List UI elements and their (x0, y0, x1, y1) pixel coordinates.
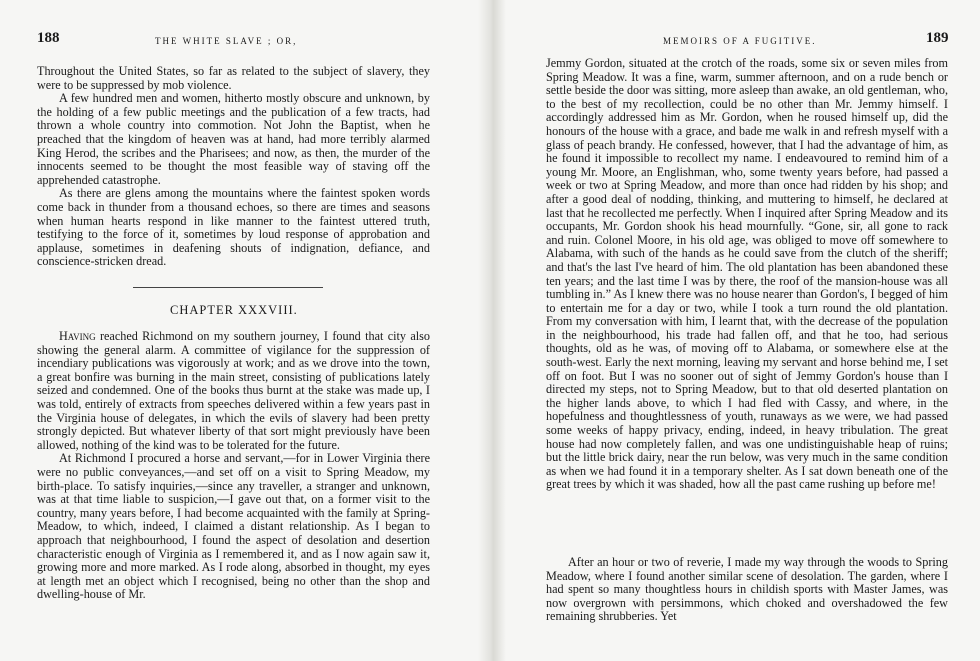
paragraph: At Richmond I procured a horse and servant,—for in Lower Virginia there were no public conveyances,—and set off on a visit to Spring Meadow, my birth-place. To satisfy inquiries,—since any traveller, a stranger and unknown, was at that time liable to suspicion,—I gave out that, on a former visit to the country, many years before, I had become acquainted with the family at Spring-Meadow, to which, indeed, I claimed a distant relationship. As I began to approach that neighbourhood, I found the aspect of desolation and desertion characteristic enough of Virginia as I remembered it, and as I now again saw it, growing more and more marked. As I rode along, absorbed in thought, my eyes at length met an object which I recognised, being no other than the shop and dwelling-house of Mr. (37, 451, 430, 602)
page-number-left: 188 (37, 30, 60, 46)
book-gutter (478, 0, 506, 661)
text-block-upper-right (546, 57, 948, 492)
text-block-lower-right (546, 556, 948, 624)
paragraph: Jemmy Gordon, situated at the crotch of the roads, some six or seven miles from Spring Meadow. It was a fine, warm, summer afternoon, and on a rude bench or settle beside the door was sitting, more asleep than awake, an old gentleman, who, to the best of my recollection, could be no other than Mr. Jemmy himself. I accordingly addressed him as Mr. Gordon, when he roused himself up, did the honours of the house with a grace, and bade me walk in and refresh myself with a glass of peach brandy. He confessed, however, that I had the advantage of him, as he found it impossible to recollect my name. I endeavoured to remind him of a young Mr. Moore, an Englishman, who, some twenty years before, had passed a week or two at Spring Meadow, and more than once had ridden by his shop; and after a good deal of nodding, thinking, and muttering to himself, he declared at last that he recollected me perfectly. When I inquired after Spring Meadow and its occupants, Mr. Gordon shook his head mournfully. “Gone, sir, all gone to rack and ruin. Colonel Moore, in his old age, was obliged to move off somewhere to Alabama, with such of the hands as he could save from the clutch of the sheriff; and that's the last I've heard of him. The old plantation has been abandoned these ten years; and the last time I was by there, the roof of the mansion-house was all tumbling in.” As I knew there was no house nearer than Gordon's, I begged of him to entertain me for a day or two, while I took a turn round the old plantation. From my conversation with him, I learnt that, with the decrease of the population in the neighbourhood, his trade had fallen off, and that he too, had serious thoughts, old as he was, of moving off to Alabama, or somewhere else at the south-west. Early the next morning, leaving my servant and horse behind me, I set off on foot. But I was no sooner out of sight of Jemmy Gordon's house than I directed my steps, not to Spring Meadow, but to that old deserted plantation on the higher lands above, to which I had fled with Cassy, and where, in the hopefulness and thoughtlessness of youth, runaways as we were, we had passed some weeks of happy privacy, ending, indeed, in heavy tribulation. The great house had now completely fallen, and was one undistinguishable heap of ruins; but the little brick dairy, near the run below, was very much in the same condition as when we had found it in a temporary shelter. As I sat down beneath one of the great trees by which it was shaded, how all the past came rushing up before me! (546, 56, 948, 492)
paragraph: After an hour or two of reverie, I made my way through the woods to Spring Meadow, where I found another similar scene of desolation. The garden, where I had spent so many thoughtless hours in childish sports with Master James, was now overgrown with persimmons, which choked and overshadowed the few remaining shrubberies. Yet (546, 555, 948, 624)
paragraph: A few hundred men and women, hitherto mostly obscure and unknown, by the holding of a few public meetings and the publication of a few tracts, had thrown a whole country into commotion. Not John the Baptist, when he preached that the kingdom of heaven was at hand, had more terribly alarmed King Herod, the scribes and the Pharisees; and now, as then, the murder of the innocents seemed to be thought the most feasible way of staving off the apprehended catastrophe. (37, 91, 430, 187)
paragraph-text: reached Richmond on my southern journey, I found that city also showing the general alarm. A committee of vigilance for the suppression of incendiary publications was vigorously at work; and as we drove into the town, a great bonfire was burning in the main street, consisting of publications lately seized and condemned. One of the books thus burnt at the stake was made up, I was told, entirely of extracts from speeches delivered within a few years past in the Virginia house of delegates, in which the evils of slavery had been pretty strongly depicted. But whatever liberty of that sort might previously have been allowed, nothing of the kind was to be tolerated for the future. (37, 329, 430, 452)
chapter-heading: CHAPTER XXXVIII. (170, 303, 298, 317)
running-head-right: MEMOIRS OF A FUGITIVE. (663, 36, 817, 46)
paragraph: As there are glens among the mountains where the faintest spoken words come back in thunder from a thousand echoes, so there are times and seasons when human hearts respond in like manner to the faintest uttered truth, testifying to the force of it, sometimes by loud response of approbation and applause, sometimes in deafening shouts of indignation, defiance, and conscience-stricken dread. (37, 186, 430, 269)
page-number-right: 189 (926, 30, 949, 46)
chapter-opening-word: Having (58, 329, 96, 343)
running-head-left: THE WHITE SLAVE ; OR, (155, 36, 298, 46)
right-page (506, 0, 980, 661)
text-block-lower-left (37, 330, 430, 602)
paragraph (37, 330, 430, 452)
text-block-upper-left (37, 65, 430, 269)
left-page (0, 0, 478, 661)
paragraph: Throughout the United States, so far as related to the subject of slavery, they were to be suppressed by mob violence. (37, 64, 430, 92)
section-divider (133, 287, 323, 288)
